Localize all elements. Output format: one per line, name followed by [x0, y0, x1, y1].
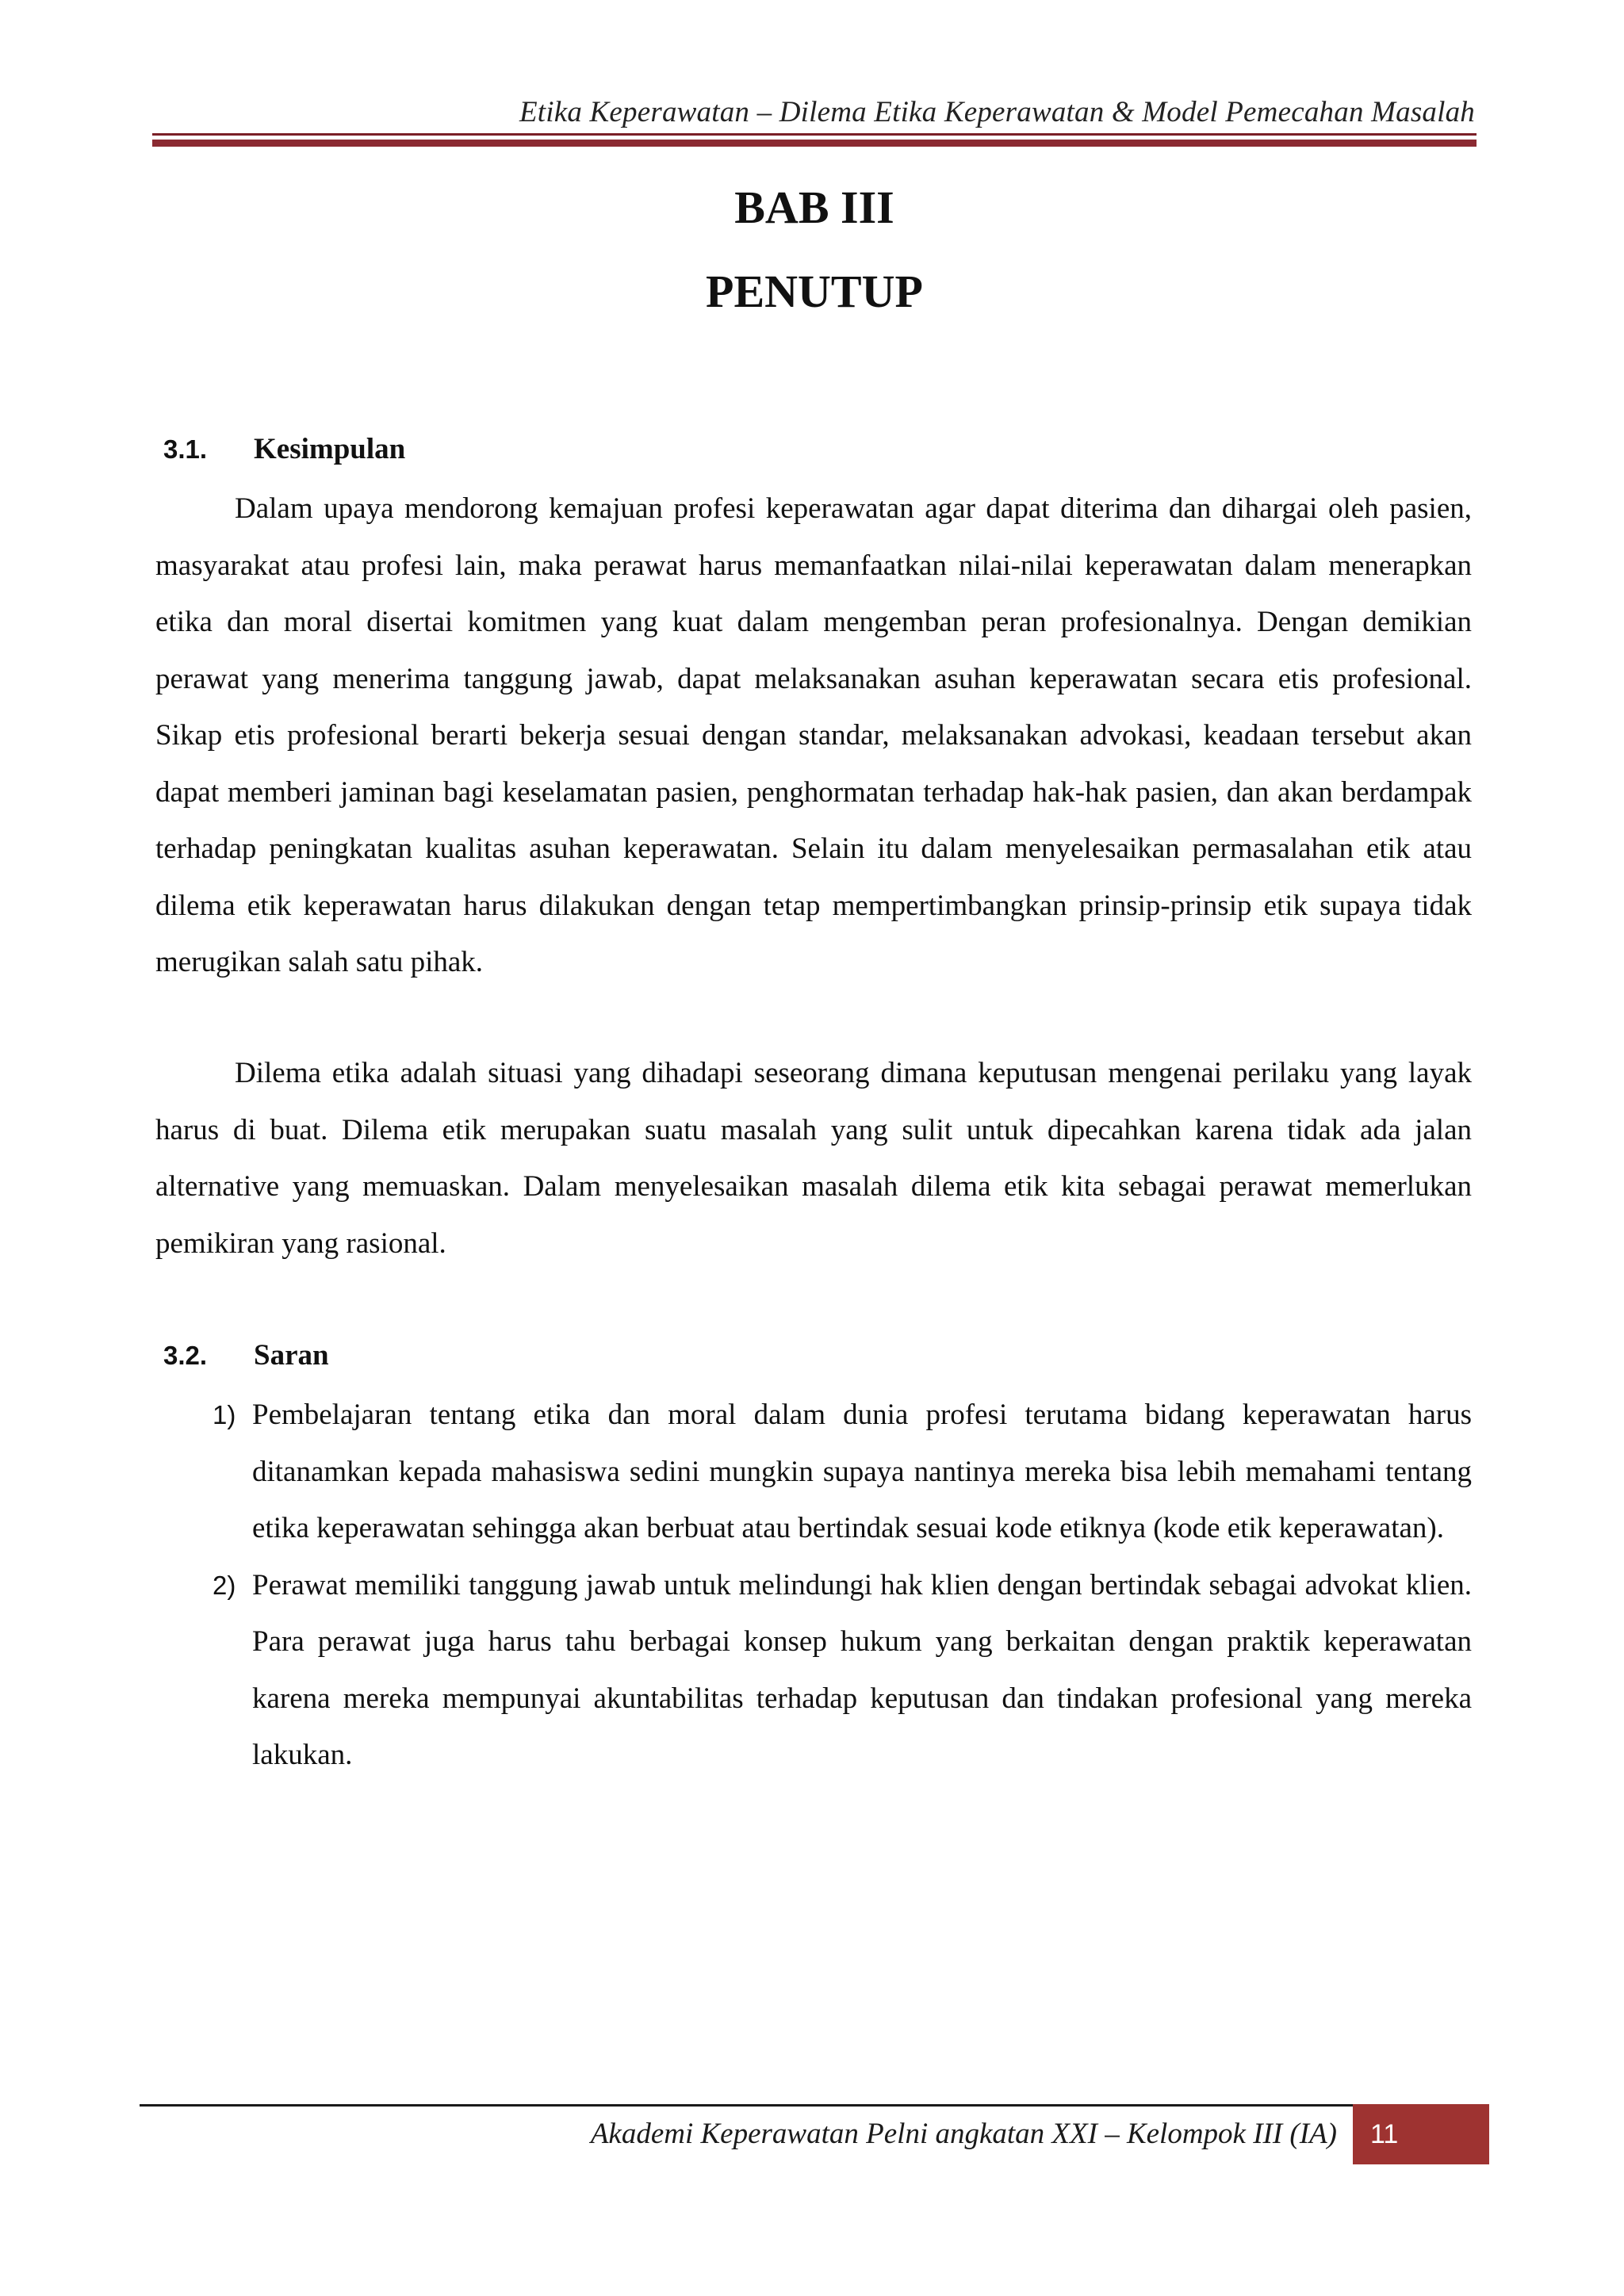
saran-list — [213, 1387, 1472, 1784]
paragraph: Dalam upaya mendorong kemajuan profesi keperawatan agar dapat diterima dan dihargai oleh pasien, masyarakat atau profesi lain, maka perawat harus memanfaatkan nilai-nilai keperawatan dalam menerapkan etika dan moral disertai komitmen yang kuat dalam mengemban peran profesionalnya. Dengan demikian perawat yang menerima tanggung jawab, dapat melaksanakan asuhan keperawatan secara etis profesional. Sikap etis profesional berarti bekerja sesuai dengan standar, melaksanakan advokasi, keadaan tersebut akan dapat memberi jaminan bagi keselamatan pasien, penghormatan terhadap hak-hak pasien, dan akan berdampak terhadap peningkatan kualitas asuhan keperawatan. Selain itu dalam menyelesaikan permasalahan etik atau dilema etik keperawatan harus dilakukan dengan tetap mempertimbangkan prinsip-prinsip etik supaya tidak merugikan salah satu pihak. — [155, 492, 1472, 978]
section-number: 3.2. — [163, 1341, 208, 1370]
list-item — [213, 1557, 1472, 1784]
footer-text: Akademi Keperawatan Pelni angkatan XXI – Kelompok III (IA) — [590, 2118, 1337, 2150]
kesimpulan-paragraph-1-block — [155, 480, 1472, 991]
footer-rule — [140, 2104, 1353, 2107]
section-number: 3.1. — [163, 434, 208, 464]
list-marker: 2) — [213, 1570, 236, 1600]
list-item-text: Perawat memiliki tanggung jawab untuk melindungi hak klien dengan bertindak sebagai advokat klien. Para perawat juga harus tahu berbagai konsep hukum yang berkaitan dengan praktik keperawatan karena mereka mempunyai akuntabilitas terhadap keputusan dan tindakan profesional yang mereka lakukan. — [252, 1568, 1472, 1771]
chapter-title: PENUTUP — [706, 266, 923, 317]
page-number: 11 — [1353, 2104, 1489, 2164]
header-rule-thick — [152, 140, 1477, 147]
list-item-text: Pembelajaran tentang etika dan moral dalam dunia profesi terutama bidang keperawatan harus ditanamkan kepada mahasiswa sedini mungkin supaya nantinya mereka bisa lebih memahami tentang etika keperawatan sehingga akan berbuat atau bertindak sesuai kode etiknya (kode etik keperawatan). — [252, 1399, 1472, 1544]
section-title: Kesimpulan — [254, 433, 406, 465]
list-item — [213, 1387, 1472, 1557]
section-title: Saran — [254, 1339, 329, 1372]
header-rule-thin — [152, 133, 1477, 136]
running-header: Etika Keperawatan – Dilema Etika Keperawatan & Model Pemecahan Masalah — [519, 96, 1475, 128]
section-heading-kesimpulan — [163, 430, 405, 469]
section-heading-saran — [163, 1336, 329, 1376]
paragraph: Dilema etika adalah situasi yang dihadapi seseorang dimana keputusan mengenai perilaku yang layak harus di buat. Dilema etik merupakan suatu masalah yang sulit untuk dipecahkan karena tidak ada jalan alternative yang memuaskan. Dalam menyelesaikan masalah dilema etik kita sebagai perawat memerlukan pemikiran yang rasional. — [155, 1057, 1472, 1260]
kesimpulan-paragraph-2-block — [155, 1045, 1472, 1272]
chapter-label: BAB III — [734, 182, 894, 233]
list-marker: 1) — [213, 1400, 236, 1429]
